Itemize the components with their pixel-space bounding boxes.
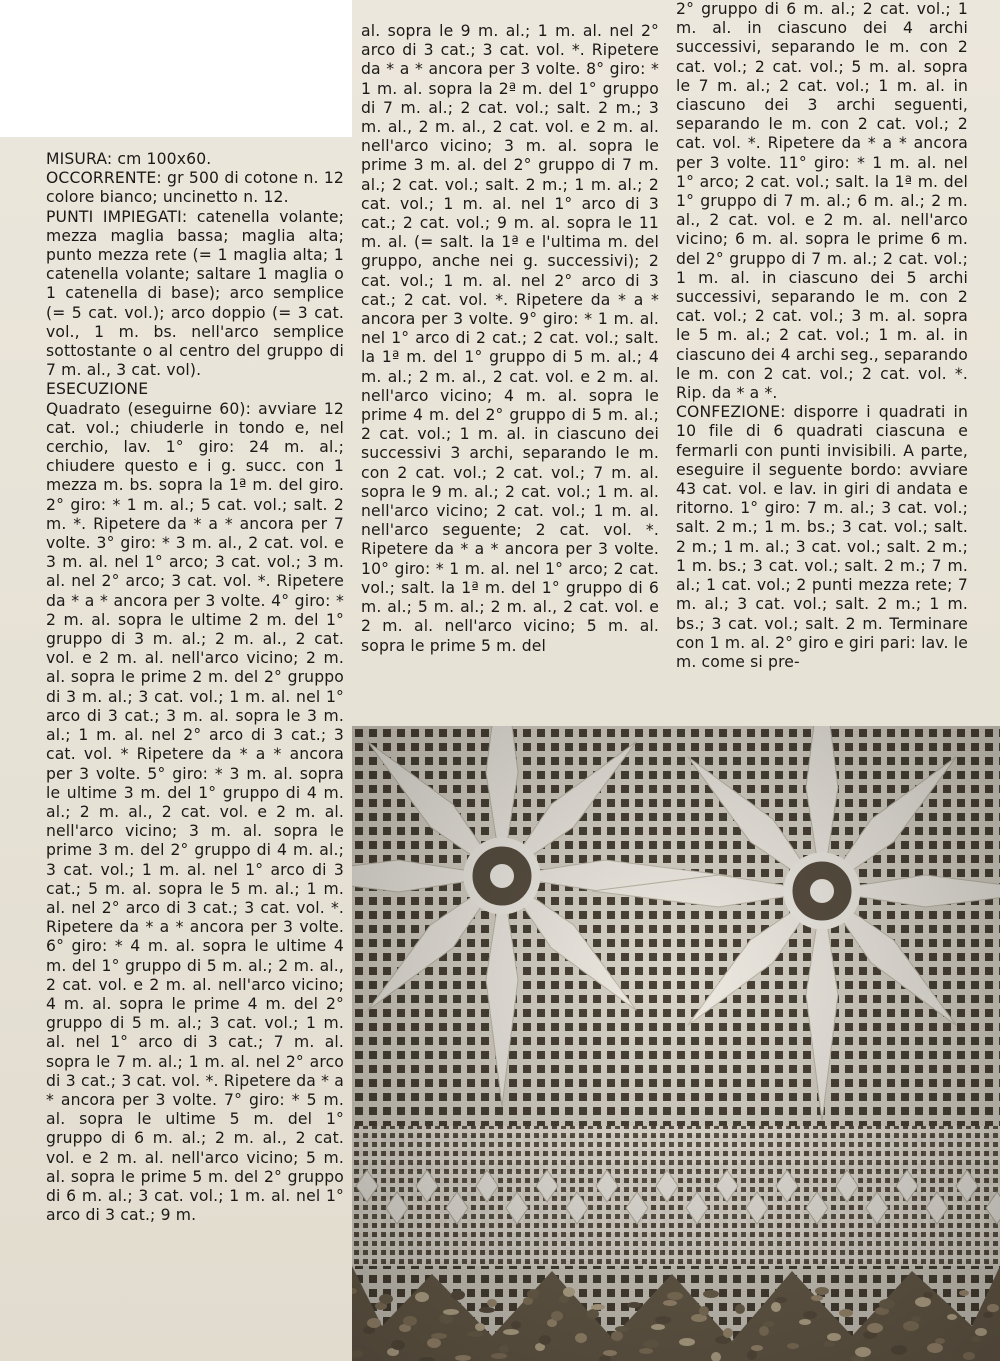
text-column-3 bbox=[676, 0, 968, 672]
column-2-text: al. sopra le 9 m. al.; 1 m. al. nel 2° arco di 3 cat.; 3 cat. vol. *. Ripetere da * a * ancora per 3 volte. 8° giro: * 1 m. al. sopra la 2ª m. del 1° gruppo di 7 m. al.; 2 cat. vol.; salt. 2 m.; 3 m. al., 2 m. al., 2 cat. vol. e 2 m. al. nell'arco vicino; 3 m. al. sopra le prime 3 m. al. del 2° gruppo di 7 m. al.; 2 cat. vol.; salt. 2 m.; 1 m. al.; 2 cat. vol.; 1 m. al. nel 1° arco di 3 cat.; 2 cat. vol.; 9 m. al. sopra le 11 m. al. (= salt. la 1ª e l'ultima m. del gruppo, anche nei g. successivi); 2 cat. vol.; 1 m. al. nel 2° arco di 3 cat.; 2 cat. vol. *. Ripetere da * a * ancora per 3 volte. 9° giro: * 1 m. al. nel 1° arco di 2 cat.; 2 cat. vol.; salt. la 1ª m. del 1° gruppo di 5 m. al.; 4 m. al.; 2 m. al., 2 cat. vol. e 2 m. al. nell'arco vicino; 4 m. al. sopra le prime 4 m. del 2° gruppo di 5 m. al.; 2 cat. vol.; 1 m. al. in ciascuno dei successivi 3 archi, separando le m. con 2 cat. vol.; 2 cat. vol.; 7 m. al. sopra le 9 m. al.; 2 cat. vol.; 1 m. al. nell'arco vicino; 2 cat. vol.; 1 m. al. nell'arco seguente; 2 cat. vol. *. Ripetere da * a * ancora per 3 volte. 10° giro: * 1 m. al. nel 1° arco; 2 cat. vol.; salt. la 1ª m. del 1° gruppo di 6 m. al.; 5 m. al.; 2 m. al., 2 cat. vol. e 2 m. al. nell'arco vicino; 5 m. al. sopra le prime 5 m. del bbox=[361, 22, 659, 655]
column-3-text: 2° gruppo di 6 m. al.; 2 cat. vol.; 1 m. al. in ciascuno dei 4 archi successivi, separando le m. con 2 cat. vol.; 2 cat. vol.; 5 m. al. sopra le 7 m. al.; 2 cat. vol.; 1 m. al. in ciascuno dei 3 archi seguenti, separando le m. con 2 cat. vol.; 2 cat. vol. *. Ripetere da * a * ancora per 3 volte. 11° giro: * 1 m. al. nel 1° arco; 2 cat. vol.; salt. la 1ª m. del 1° gruppo di 7 m. al.; 6 m. al.; 2 m. al., 2 cat. vol. e 2 m. al. nell'arco vicino; 6 m. al. sopra le prime 6 m. del 2° gruppo di 7 m. al.; 2 cat. vol.; 1 m. al. in ciascuno dei 5 archi successivi, separando le m. con 2 cat. vol.; 2 cat. vol.; 3 m. al. sopra le 5 m. al.; 2 cat. vol.; 1 m. al. in ciascuno dei 4 archi seg., separando le m. con 2 cat. vol.; 2 cat. vol. *. Rip. da * a *. CONFEZIONE: disporre i quadrati in 10 file di 6 quadrati ciascuna e fermarli con punti invisibili. A parte, eseguire il seguente bordo: avviare 43 cat. vol. e lav. in giri di andata e ritorno. 1° giro: 7 m. al.; 3 cat. vol.; salt. 2 m.; 1 m. bs.; 3 cat. vol.; salt. 2 m.; 1 m. al.; 3 cat. vol.; salt. 2 m.; 1 m. bs.; 3 cat. vol.; salt. 2 m.; 7 m. al.; 1 cat. vol.; 2 punti mezza rete; 7 m. al.; 3 cat. vol.; salt. 2 m.; 1 m. bs.; 3 cat. vol.; salt. 2 m. Terminare con 1 m. al. 2° giro e giri pari: lav. le m. come si pre- bbox=[676, 0, 968, 671]
text-column-1 bbox=[46, 150, 344, 1225]
crochet-lace-photo bbox=[352, 726, 1000, 1361]
text-column-2 bbox=[361, 22, 659, 656]
blank-corner bbox=[0, 0, 352, 137]
column-1-text: MISURA: cm 100x60. OCCORRENTE: gr 500 di cotone n. 12 colore bianco; uncinetto n. 12. PUNTI IMPIEGATI: catenella volante; mezza maglia bassa; maglia alta; punto mezza rete (= 1 maglia alta; 1 catenella volante; saltare 1 maglia o 1 catenella di base); arco semplice (= 5 cat. vol.); arco doppio (= 3 cat. vol., 1 m. bs. nell'arco semplice sottostante o al centro del gruppo di 7 m. al., 3 cat. vol). ESECUZIONE Quadrato (eseguirne 60): avviare 12 cat. vol.; chiuderle in tondo e, nel cerchio, lav. 1° giro: 24 m. al.; chiudere questo e i g. succ. con 1 mezza m. bs. sopra la 1ª m. del giro. 2° giro: * 1 m. al.; 5 cat. vol.; salt. 2 m. *. Ripetere da * a * ancora per 7 volte. 3° giro: * 3 m. al., 2 cat. vol. e 3 m. al. nel 1° arco; 3 cat. vol.; 3 m. al. nel 2° arco; 3 cat. vol. *. Ripetere da * a * ancora per 3 volte. 4° giro: * 2 m. al. sopra le ultime 2 m. del 1° gruppo di 3 m. al.; 2 m. al., 2 cat. vol. e 2 m. al. nell'arco vicino; 2 m. al. sopra le prime 2 m. del 2° gruppo di 3 m. al.; 3 cat. vol.; 1 m. al. nel 1° arco di 3 cat.; 3 m. al. sopra le 3 m. al.; 1 m. al. nel 2° arco di 3 cat.; 3 cat. vol. * Ripetere da * a * ancora per 3 volte. 5° giro: * 3 m. al. sopra le ultime 3 m. del 1° gruppo di 4 m. al.; 2 m. al., 2 cat. vol. e 2 m. al. nell'arco vicino; 3 m. al. sopra le prime 3 m. del 2° gruppo di 4 m. al.; 3 cat. vol.; 1 m. al. nel 1° arco di 3 cat.; 5 m. al. sopra le 5 m. al.; 1 m. al. nel 2° arco di 3 cat.; 3 cat. vol. *. Ripetere da * a * ancora per 3 volte. 6° giro: * 4 m. al. sopra le ultime 4 m. del 1° gruppo di 5 m. al.; 2 m. al., 2 cat. vol. e 2 m. al. nell'arco vicino; 4 m. al. sopra le prime 4 m. del 2° gruppo di 5 m. al.; 3 cat. vol.; 1 m. al. nel 1° arco di 3 cat.; 7 m. al. sopra le 7 m. al.; 1 m. al. nel 2° arco di 3 cat.; 3 cat. vol. *. Ripetere da * a * ancora per 3 volte. 7° giro: * 5 m. al. sopra le ultime 5 m. del 1° gruppo di 6 m. al.; 2 m. al., 2 cat. vol. e 2 m. al. nell'arco vicino; 5 m. al. sopra le prime 5 m. del 2° gruppo di 6 m. al.; 3 cat. vol.; 1 m. al. nel 1° arco di 3 cat.; 9 m. bbox=[46, 150, 344, 1225]
lace-pattern-illustration bbox=[352, 726, 1000, 1361]
